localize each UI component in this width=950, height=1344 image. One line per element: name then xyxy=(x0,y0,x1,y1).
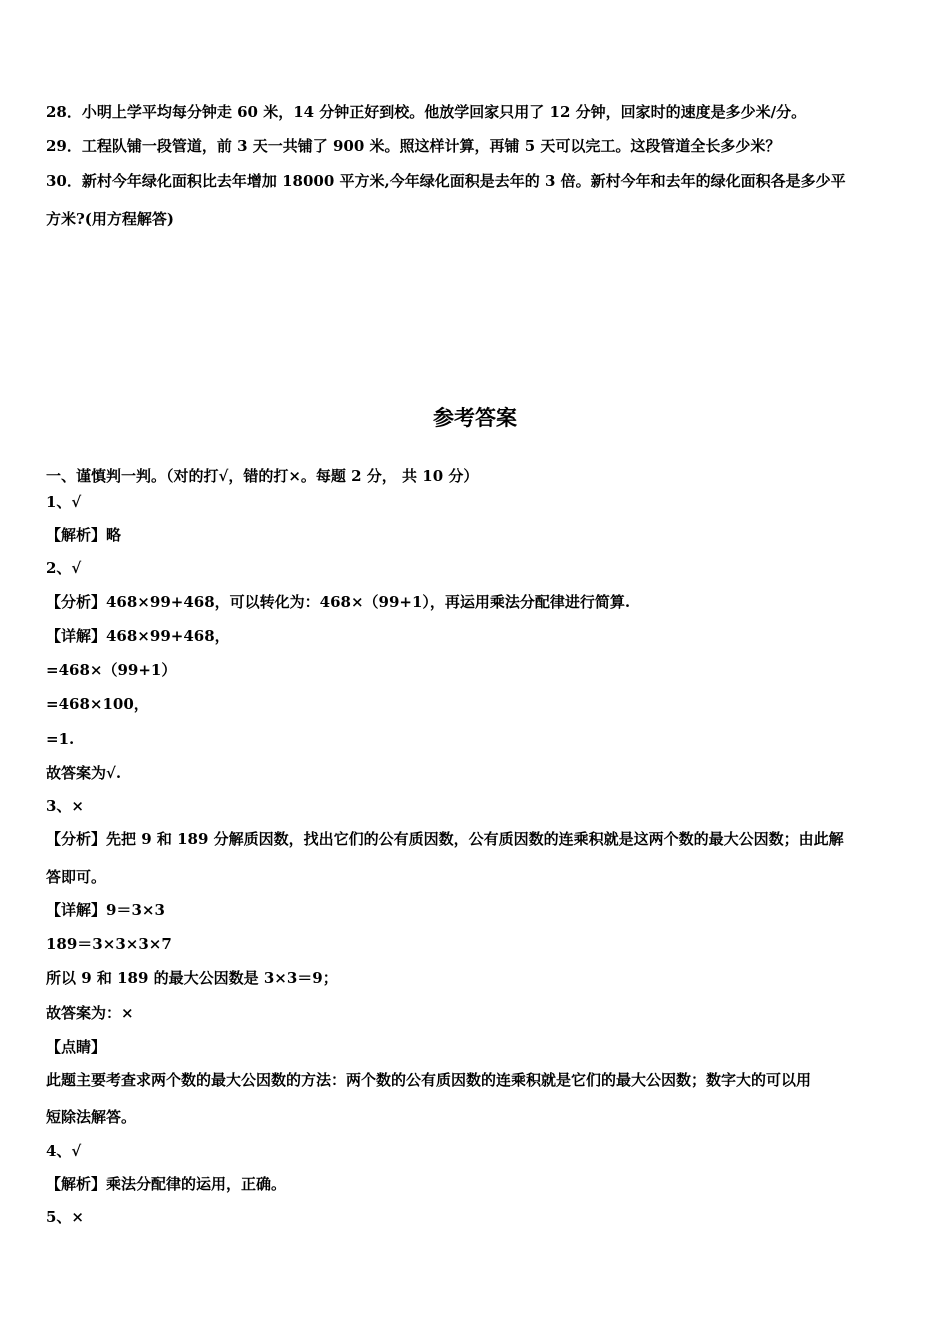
answer-2-step-1: =468×（99+1） xyxy=(46,661,177,679)
question-28: 28．小明上学平均每分钟走 60 米，14 分钟正好到校。他放学回家只用了 12 分钟，回家时的速度是多少米/分。 xyxy=(46,103,807,121)
answers-title: 参考答案 xyxy=(433,406,517,430)
section-heading: 一、谨慎判一判。（对的打√，错的打×。每题 2 分， 共 10 分） xyxy=(46,467,479,485)
answer-5: 5、× xyxy=(46,1208,85,1226)
answer-2: 2、√ xyxy=(46,559,82,577)
answer-2-conclusion: 故答案为√. xyxy=(46,764,122,782)
answer-3-detail: 【详解】9＝3×3 xyxy=(46,901,165,919)
answer-3-analysis-line2: 答即可。 xyxy=(46,868,107,886)
answer-3-dianjing-line1: 此题主要考查求两个数的最大公因数的方法：两个数的公有质因数的连乘积就是它们的最大公因数；数字大的可以用 xyxy=(46,1071,812,1089)
answer-3-conclusion: 故答案为：× xyxy=(46,1004,134,1022)
answer-3: 3、× xyxy=(46,797,85,815)
answer-2-step-2: =468×100， xyxy=(46,695,149,713)
answer-3-analysis-line1: 【分析】先把 9 和 189 分解质因数，找出它们的公有质因数，公有质因数的连乘积就是这两个数的最大公因数；由此解 xyxy=(46,830,844,848)
answer-2-analysis: 【分析】468×99+468，可以转化为：468×（99+1），再运用乘法分配律进行简算. xyxy=(46,593,631,611)
answer-3-dianjing-line2: 短除法解答。 xyxy=(46,1108,137,1126)
answer-2-step-3: =1. xyxy=(46,730,75,748)
question-30-line1: 30．新村今年绿化面积比去年增加 18000 平方米,今年绿化面积是去年的 3 倍。新村今年和去年的绿化面积各是多少平 xyxy=(46,172,846,190)
answer-3-dianjing: 【点睛】 xyxy=(46,1038,107,1056)
answer-2-detail: 【详解】468×99+468， xyxy=(46,627,230,645)
question-29: 29．工程队铺一段管道，前 3 天一共铺了 900 米。照这样计算，再铺 5 天可以完工。这段管道全长多少米？ xyxy=(46,137,781,155)
answer-1: 1、√ xyxy=(46,493,82,511)
answer-4: 4、√ xyxy=(46,1142,82,1160)
answer-1-analysis: 【解析】略 xyxy=(46,526,122,544)
answer-4-analysis: 【解析】乘法分配律的运用，正确。 xyxy=(46,1175,287,1193)
answer-3-step-1: 189＝3×3×3×7 xyxy=(46,935,172,953)
question-30-line2: 方米?(用方程解答) xyxy=(46,210,174,228)
answer-3-step-2: 所以 9 和 189 的最大公因数是 3×3＝9； xyxy=(46,969,338,987)
